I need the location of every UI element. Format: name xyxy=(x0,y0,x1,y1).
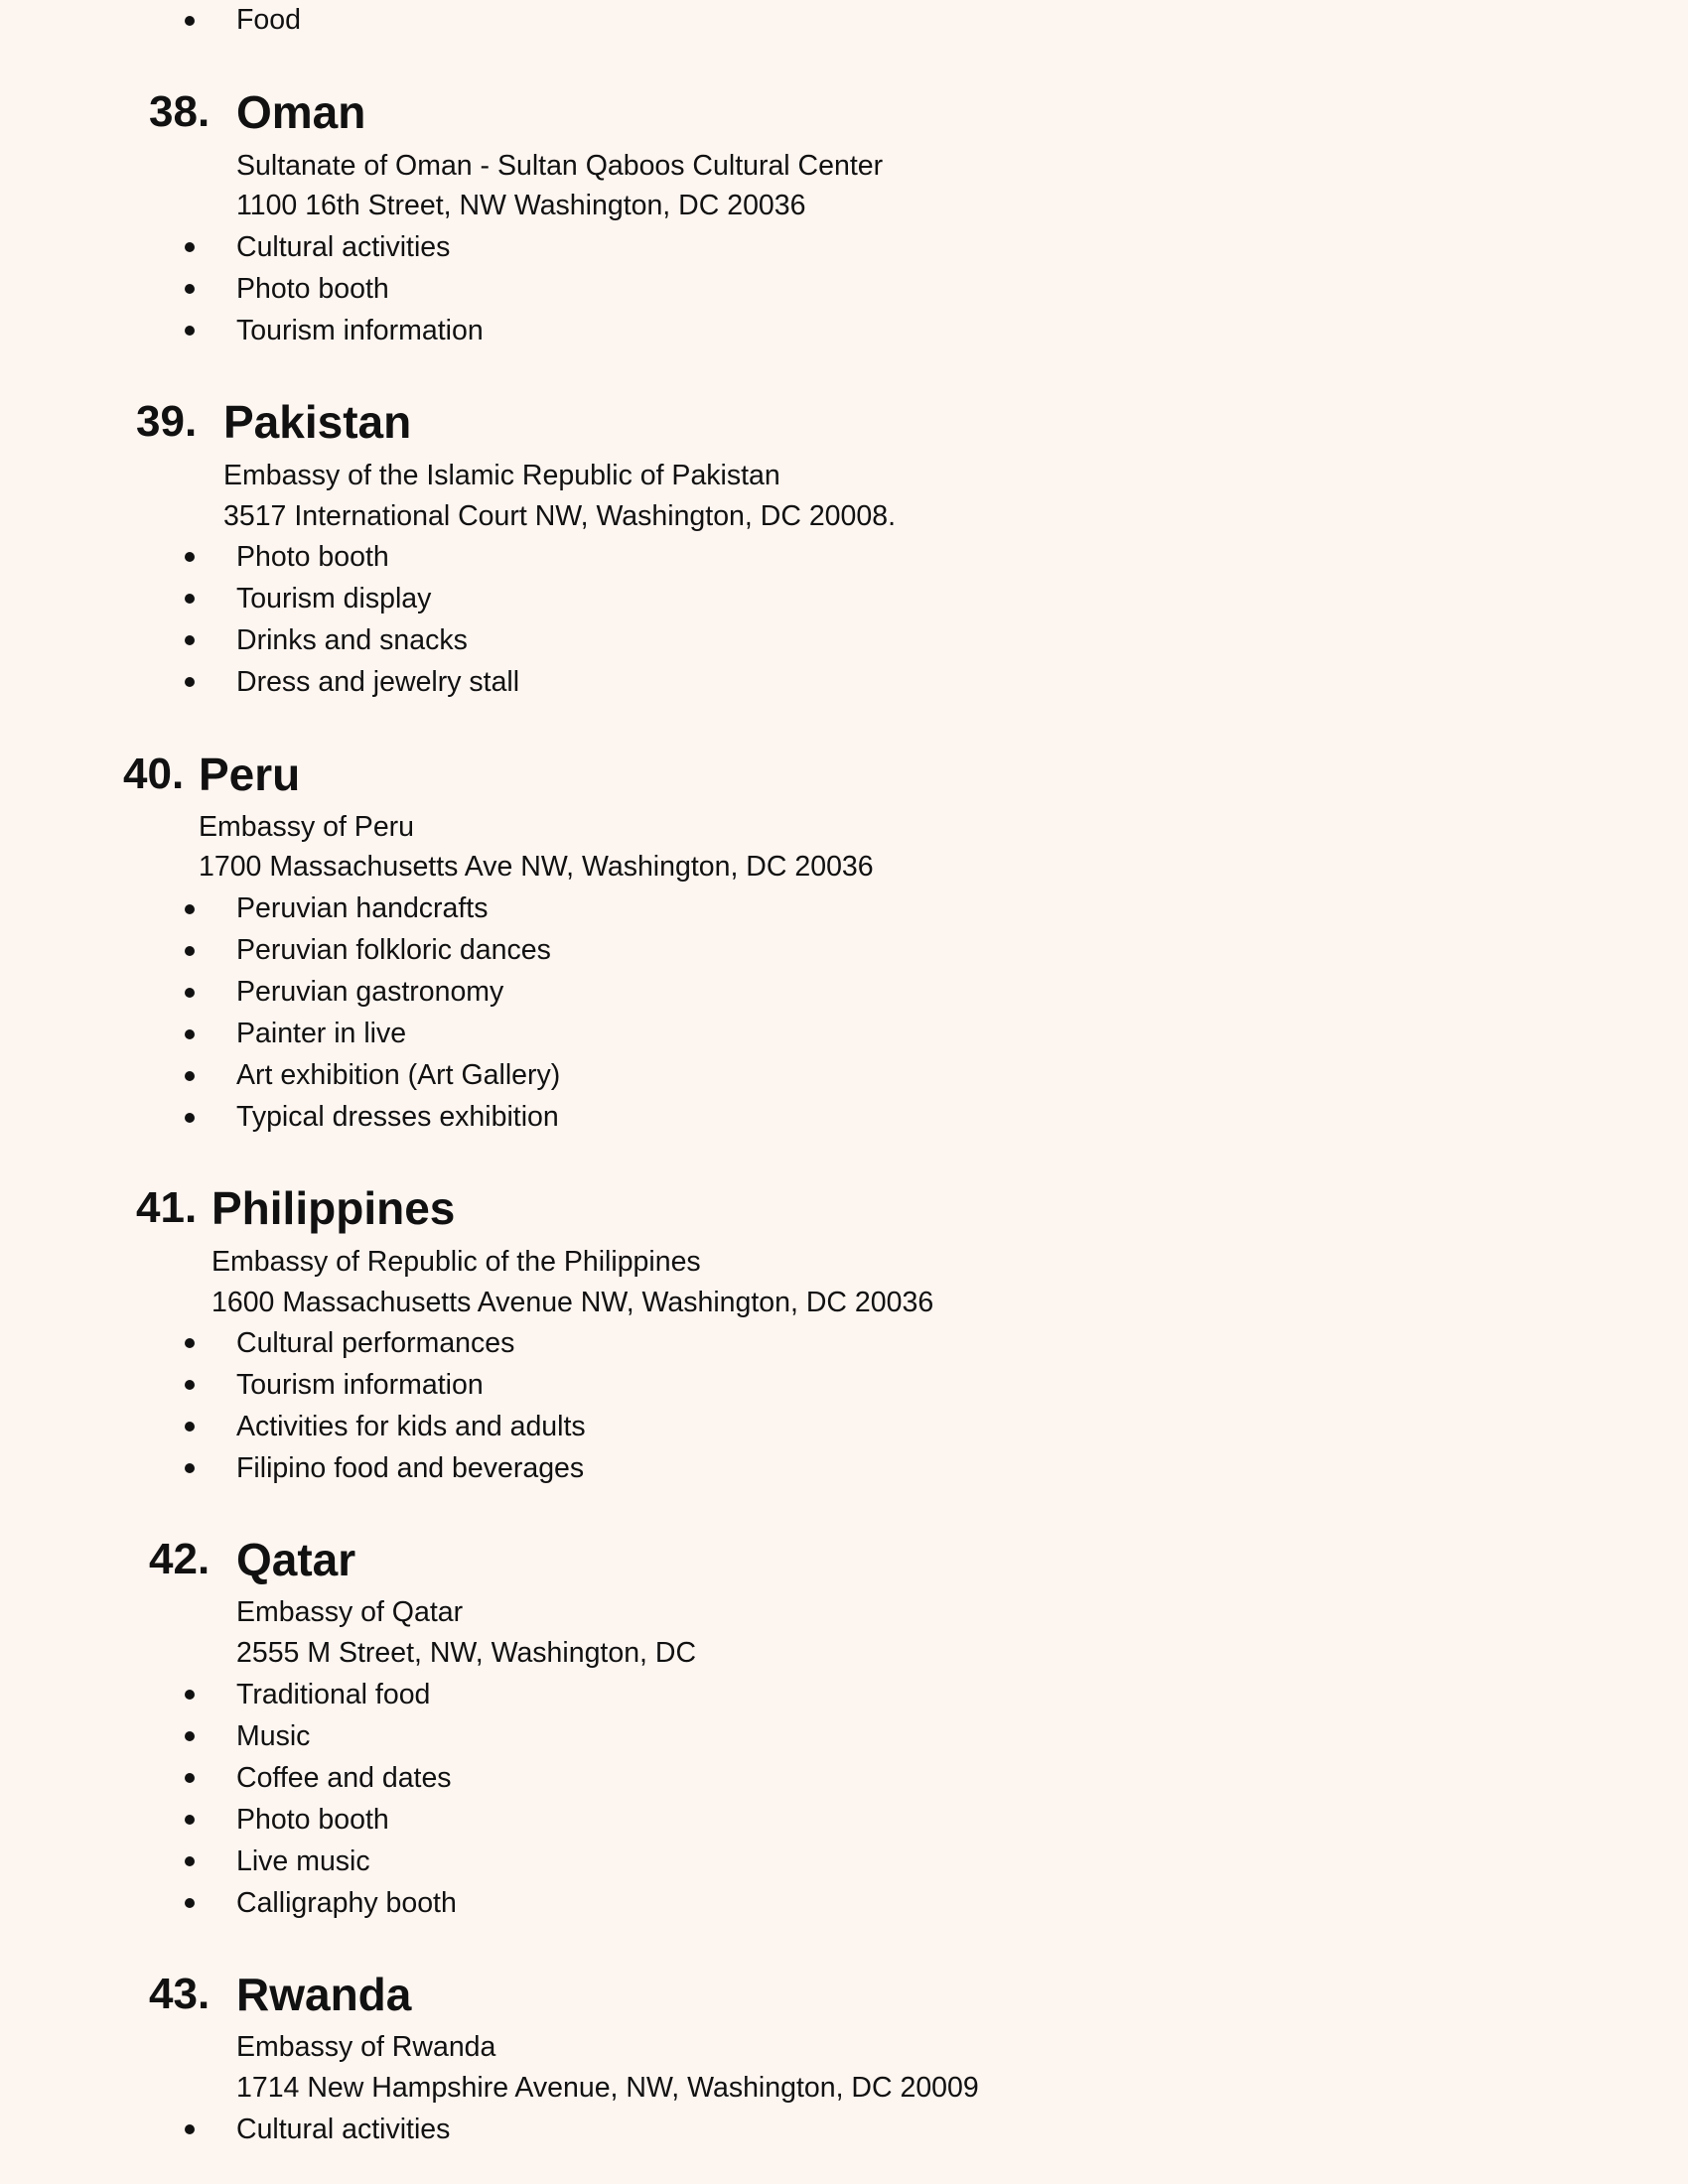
list-item: Peruvian handcrafts xyxy=(236,892,489,924)
organization-name: Embassy of Republic of the Philippines xyxy=(211,1246,701,1278)
list-item: Dress and jewelry stall xyxy=(236,666,520,698)
list-item: Tourism display xyxy=(236,583,432,614)
organization-name: Embassy of Qatar xyxy=(236,1596,464,1628)
bullet-icon xyxy=(185,1815,195,1825)
list-item: Tourism information xyxy=(236,1369,484,1401)
list-item: Filipino food and beverages xyxy=(236,1452,585,1484)
list-item: Photo booth xyxy=(236,1804,389,1836)
bullet-icon xyxy=(185,1856,195,1866)
list-item: Photo booth xyxy=(236,541,389,573)
section-title: Peru xyxy=(199,749,301,800)
bullet-icon xyxy=(185,242,195,252)
bullet-icon xyxy=(185,1898,195,1908)
bullet-icon xyxy=(185,326,195,336)
list-item: Cultural activities xyxy=(236,231,451,263)
bullet-icon xyxy=(185,1731,195,1741)
section-number: 42. xyxy=(149,1535,211,1583)
list-item: Cultural activities xyxy=(236,2114,451,2145)
bullet-icon xyxy=(185,2124,195,2134)
bullet-icon xyxy=(185,1029,195,1039)
section-number: 40. xyxy=(123,750,185,798)
list-item: Activities for kids and adults xyxy=(236,1411,586,1442)
organization-name: Embassy of Peru xyxy=(199,811,415,843)
bullet-icon xyxy=(185,594,195,604)
address: 1100 16th Street, NW Washington, DC 20036 xyxy=(236,190,806,221)
bullet-icon xyxy=(185,284,195,294)
list-item: Art exhibition (Art Gallery) xyxy=(236,1059,561,1091)
list-item: Tourism information xyxy=(236,315,484,346)
list-item: Live music xyxy=(236,1845,370,1877)
list-item: Calligraphy booth xyxy=(236,1887,457,1919)
address: 2555 M Street, NW, Washington, DC xyxy=(236,1637,697,1669)
address: 1714 New Hampshire Avenue, NW, Washington, DC 20009 xyxy=(236,2072,979,2104)
section-title: Philippines xyxy=(211,1182,456,1234)
section-number: 38. xyxy=(149,87,211,136)
list-item: Photo booth xyxy=(236,273,389,305)
list-item: Typical dresses exhibition xyxy=(236,1101,559,1133)
list-item: Food xyxy=(236,4,301,36)
bullet-icon xyxy=(185,1071,195,1081)
list-item: Peruvian folkloric dances xyxy=(236,934,551,966)
bullet-icon xyxy=(185,946,195,956)
bullet-icon xyxy=(185,552,195,562)
list-item: Drinks and snacks xyxy=(236,624,468,656)
list-item: Peruvian gastronomy xyxy=(236,976,504,1008)
organization-name: Sultanate of Oman - Sultan Qaboos Cultural Center xyxy=(236,150,884,182)
bullet-icon xyxy=(185,1113,195,1123)
list-item: Coffee and dates xyxy=(236,1762,452,1794)
section-number: 41. xyxy=(136,1183,198,1232)
section-number: 43. xyxy=(149,1970,211,2018)
organization-name: Embassy of Rwanda xyxy=(236,2031,496,2063)
list-item: Cultural performances xyxy=(236,1327,515,1359)
address: 1700 Massachusetts Ave NW, Washington, DC 20036 xyxy=(199,851,874,883)
section-title: Pakistan xyxy=(223,396,412,448)
bullet-icon xyxy=(185,1463,195,1473)
section-number: 39. xyxy=(136,397,198,446)
bullet-icon xyxy=(185,16,195,26)
bullet-icon xyxy=(185,1422,195,1432)
section-title: Oman xyxy=(236,86,366,138)
bullet-icon xyxy=(185,635,195,645)
section-title: Rwanda xyxy=(236,1969,412,2020)
list-item: Traditional food xyxy=(236,1679,431,1710)
list-item: Painter in live xyxy=(236,1018,407,1049)
address: 1600 Massachusetts Avenue NW, Washington, DC 20036 xyxy=(211,1287,934,1318)
bullet-icon xyxy=(185,1338,195,1348)
bullet-icon xyxy=(185,904,195,914)
bullet-icon xyxy=(185,1380,195,1390)
bullet-icon xyxy=(185,1690,195,1700)
organization-name: Embassy of the Islamic Republic of Pakistan xyxy=(223,460,780,491)
bullet-icon xyxy=(185,988,195,998)
address: 3517 International Court NW, Washington, DC 20008. xyxy=(223,500,896,532)
section-title: Qatar xyxy=(236,1534,356,1585)
bullet-icon xyxy=(185,677,195,687)
bullet-icon xyxy=(185,1773,195,1783)
list-item: Music xyxy=(236,1720,311,1752)
